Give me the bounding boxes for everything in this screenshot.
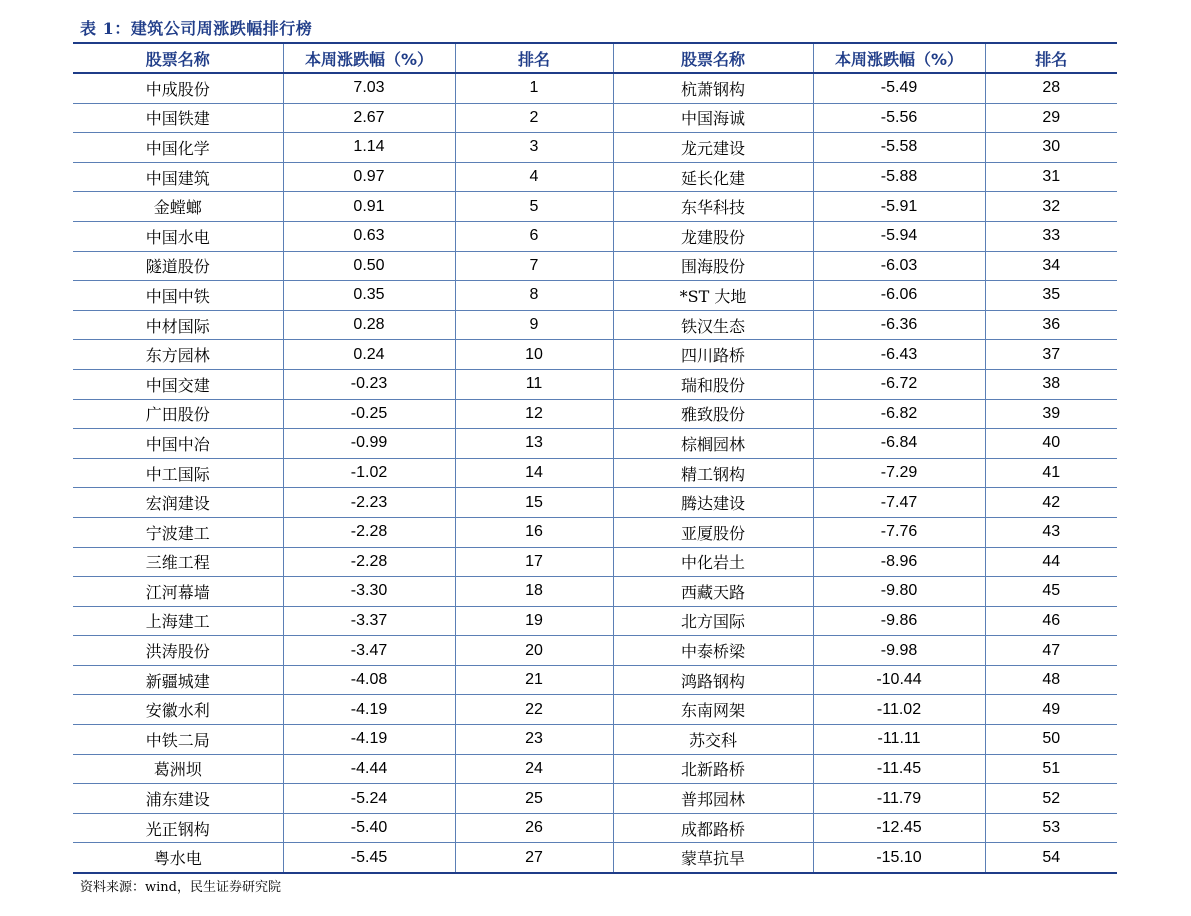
cell-stock-name-left: 宁波建工	[73, 517, 283, 547]
cell-weekly-change-left: 0.91	[283, 192, 455, 222]
cell-rank-right: 47	[985, 636, 1117, 666]
table-row	[73, 251, 1117, 281]
cell-stock-name-right: 中泰桥梁	[613, 636, 813, 666]
cell-weekly-change-left: -2.28	[283, 517, 455, 547]
cell-stock-name-left: 洪涛股份	[73, 636, 283, 666]
cell-rank-left: 16	[455, 517, 613, 547]
cell-stock-name-right: 西藏天路	[613, 577, 813, 607]
table-row	[73, 429, 1117, 459]
cell-weekly-change-left: -5.45	[283, 843, 455, 873]
cell-weekly-change-left: 1.14	[283, 133, 455, 163]
cell-rank-left: 6	[455, 221, 613, 251]
cell-rank-right: 28	[985, 73, 1117, 103]
cell-weekly-change-right: -6.82	[813, 399, 985, 429]
cell-stock-name-right: 东南网架	[613, 695, 813, 725]
cell-weekly-change-left: -4.19	[283, 695, 455, 725]
cell-weekly-change-right: -9.98	[813, 636, 985, 666]
table-row	[73, 310, 1117, 340]
cell-rank-right: 35	[985, 281, 1117, 311]
cell-weekly-change-right: -6.03	[813, 251, 985, 281]
table-row	[73, 843, 1117, 873]
cell-stock-name-right: 东华科技	[613, 192, 813, 222]
table-row	[73, 133, 1117, 163]
cell-weekly-change-left: -4.08	[283, 665, 455, 695]
cell-rank-right: 42	[985, 488, 1117, 518]
cell-rank-left: 23	[455, 725, 613, 755]
cell-rank-left: 1	[455, 73, 613, 103]
cell-rank-right: 41	[985, 458, 1117, 488]
cell-stock-name-left: 中工国际	[73, 458, 283, 488]
cell-rank-left: 2	[455, 103, 613, 133]
cell-rank-left: 25	[455, 784, 613, 814]
cell-stock-name-right: 亚厦股份	[613, 517, 813, 547]
cell-weekly-change-right: -15.10	[813, 843, 985, 873]
table-row	[73, 754, 1117, 784]
cell-rank-left: 9	[455, 310, 613, 340]
header-stock-name-right: 股票名称	[613, 43, 813, 73]
cell-weekly-change-left: -5.40	[283, 813, 455, 843]
cell-rank-right: 37	[985, 340, 1117, 370]
cell-stock-name-right: 精工钢构	[613, 458, 813, 488]
table-row	[73, 517, 1117, 547]
cell-weekly-change-left: -4.44	[283, 754, 455, 784]
header-weekly-change-left: 本周涨跌幅（%）	[283, 43, 455, 73]
cell-stock-name-left: 新疆城建	[73, 665, 283, 695]
cell-rank-left: 18	[455, 577, 613, 607]
cell-rank-right: 29	[985, 103, 1117, 133]
cell-weekly-change-left: -0.99	[283, 429, 455, 459]
cell-stock-name-right: 铁汉生态	[613, 310, 813, 340]
cell-weekly-change-left: -2.23	[283, 488, 455, 518]
cell-rank-left: 4	[455, 162, 613, 192]
cell-weekly-change-left: -4.19	[283, 725, 455, 755]
table-row	[73, 725, 1117, 755]
cell-weekly-change-left: -3.30	[283, 577, 455, 607]
table-row	[73, 636, 1117, 666]
header-rank-right: 排名	[985, 43, 1117, 73]
cell-stock-name-left: 中国交建	[73, 369, 283, 399]
header-weekly-change-right: 本周涨跌幅（%）	[813, 43, 985, 73]
table-row	[73, 73, 1117, 103]
cell-stock-name-right: 腾达建设	[613, 488, 813, 518]
cell-rank-left: 13	[455, 429, 613, 459]
cell-stock-name-left: 宏润建设	[73, 488, 283, 518]
cell-stock-name-left: 葛洲坝	[73, 754, 283, 784]
cell-stock-name-right: 普邦园林	[613, 784, 813, 814]
cell-stock-name-left: 中国中冶	[73, 429, 283, 459]
table-row	[73, 695, 1117, 725]
cell-rank-right: 45	[985, 577, 1117, 607]
cell-stock-name-left: 隧道股份	[73, 251, 283, 281]
table-title: 表 1：建筑公司周涨跌幅排行榜	[80, 19, 313, 38]
cell-rank-left: 26	[455, 813, 613, 843]
cell-rank-left: 11	[455, 369, 613, 399]
cell-stock-name-left: 金螳螂	[73, 192, 283, 222]
table-row	[73, 103, 1117, 133]
cell-stock-name-right: 龙建股份	[613, 221, 813, 251]
cell-rank-right: 50	[985, 725, 1117, 755]
table-row	[73, 399, 1117, 429]
cell-weekly-change-left: -0.25	[283, 399, 455, 429]
cell-weekly-change-right: -11.02	[813, 695, 985, 725]
cell-stock-name-left: 中国铁建	[73, 103, 283, 133]
cell-stock-name-right: 中化岩土	[613, 547, 813, 577]
cell-weekly-change-left: 0.28	[283, 310, 455, 340]
ranking-table	[73, 42, 1117, 874]
cell-weekly-change-left: -1.02	[283, 458, 455, 488]
cell-rank-right: 54	[985, 843, 1117, 873]
cell-rank-right: 30	[985, 133, 1117, 163]
table-row	[73, 281, 1117, 311]
table-row	[73, 340, 1117, 370]
cell-rank-left: 19	[455, 606, 613, 636]
cell-rank-left: 12	[455, 399, 613, 429]
cell-weekly-change-right: -10.44	[813, 665, 985, 695]
cell-rank-right: 46	[985, 606, 1117, 636]
cell-rank-right: 43	[985, 517, 1117, 547]
cell-stock-name-left: 中国建筑	[73, 162, 283, 192]
cell-stock-name-left: 中国化学	[73, 133, 283, 163]
cell-weekly-change-left: 0.50	[283, 251, 455, 281]
cell-stock-name-left: 光正钢构	[73, 813, 283, 843]
cell-rank-right: 52	[985, 784, 1117, 814]
cell-weekly-change-right: -5.49	[813, 73, 985, 103]
cell-weekly-change-right: -11.45	[813, 754, 985, 784]
cell-rank-right: 40	[985, 429, 1117, 459]
cell-weekly-change-right: -9.86	[813, 606, 985, 636]
cell-weekly-change-left: 0.63	[283, 221, 455, 251]
cell-weekly-change-left: -5.24	[283, 784, 455, 814]
table-row	[73, 665, 1117, 695]
table-row	[73, 577, 1117, 607]
table-row	[73, 369, 1117, 399]
cell-stock-name-left: 三维工程	[73, 547, 283, 577]
cell-weekly-change-right: -6.84	[813, 429, 985, 459]
cell-rank-left: 15	[455, 488, 613, 518]
cell-rank-right: 48	[985, 665, 1117, 695]
table-row	[73, 488, 1117, 518]
source-note: 资料来源：wind，民生证券研究院	[80, 880, 281, 895]
cell-rank-right: 39	[985, 399, 1117, 429]
cell-stock-name-right: 延长化建	[613, 162, 813, 192]
table-row	[73, 606, 1117, 636]
table-row	[73, 192, 1117, 222]
table-body	[73, 73, 1117, 873]
cell-stock-name-right: 鸿路钢构	[613, 665, 813, 695]
cell-weekly-change-left: -0.23	[283, 369, 455, 399]
cell-weekly-change-right: -11.79	[813, 784, 985, 814]
cell-weekly-change-right: -7.47	[813, 488, 985, 518]
cell-stock-name-right: 雅致股份	[613, 399, 813, 429]
cell-weekly-change-right: -6.06	[813, 281, 985, 311]
cell-weekly-change-left: 7.03	[283, 73, 455, 103]
table-row	[73, 813, 1117, 843]
cell-stock-name-right: 苏交科	[613, 725, 813, 755]
cell-rank-left: 22	[455, 695, 613, 725]
header-rank-left: 排名	[455, 43, 613, 73]
cell-stock-name-left: 东方园林	[73, 340, 283, 370]
cell-stock-name-left: 粤水电	[73, 843, 283, 873]
table-header-row	[73, 43, 1117, 73]
cell-rank-left: 7	[455, 251, 613, 281]
cell-rank-right: 53	[985, 813, 1117, 843]
cell-stock-name-left: 浦东建设	[73, 784, 283, 814]
cell-weekly-change-right: -5.94	[813, 221, 985, 251]
cell-stock-name-right: 成都路桥	[613, 813, 813, 843]
cell-stock-name-left: 中成股份	[73, 73, 283, 103]
cell-stock-name-right: 杭萧钢构	[613, 73, 813, 103]
cell-weekly-change-right: -6.36	[813, 310, 985, 340]
cell-rank-left: 17	[455, 547, 613, 577]
cell-rank-left: 21	[455, 665, 613, 695]
cell-stock-name-right: 中国海诚	[613, 103, 813, 133]
cell-stock-name-right: 瑞和股份	[613, 369, 813, 399]
cell-weekly-change-right: -8.96	[813, 547, 985, 577]
cell-weekly-change-right: -7.29	[813, 458, 985, 488]
cell-stock-name-left: 江河幕墙	[73, 577, 283, 607]
cell-stock-name-right: 蒙草抗旱	[613, 843, 813, 873]
cell-stock-name-right: *ST 大地	[613, 281, 813, 311]
cell-rank-right: 44	[985, 547, 1117, 577]
cell-weekly-change-right: -7.76	[813, 517, 985, 547]
cell-rank-right: 51	[985, 754, 1117, 784]
cell-weekly-change-left: -2.28	[283, 547, 455, 577]
cell-weekly-change-left: 0.35	[283, 281, 455, 311]
cell-stock-name-right: 北新路桥	[613, 754, 813, 784]
cell-stock-name-right: 龙元建设	[613, 133, 813, 163]
cell-rank-left: 5	[455, 192, 613, 222]
cell-weekly-change-right: -11.11	[813, 725, 985, 755]
cell-weekly-change-right: -9.80	[813, 577, 985, 607]
cell-stock-name-right: 四川路桥	[613, 340, 813, 370]
cell-rank-left: 24	[455, 754, 613, 784]
cell-weekly-change-right: -5.91	[813, 192, 985, 222]
cell-rank-left: 8	[455, 281, 613, 311]
cell-rank-right: 33	[985, 221, 1117, 251]
cell-rank-left: 3	[455, 133, 613, 163]
cell-weekly-change-right: -12.45	[813, 813, 985, 843]
table-row	[73, 547, 1117, 577]
table-row	[73, 458, 1117, 488]
cell-rank-right: 31	[985, 162, 1117, 192]
cell-weekly-change-right: -6.43	[813, 340, 985, 370]
cell-rank-right: 34	[985, 251, 1117, 281]
cell-stock-name-right: 围海股份	[613, 251, 813, 281]
cell-stock-name-left: 上海建工	[73, 606, 283, 636]
cell-weekly-change-right: -5.58	[813, 133, 985, 163]
cell-rank-left: 14	[455, 458, 613, 488]
cell-stock-name-right: 北方国际	[613, 606, 813, 636]
cell-rank-left: 27	[455, 843, 613, 873]
cell-stock-name-left: 中国中铁	[73, 281, 283, 311]
cell-stock-name-left: 中材国际	[73, 310, 283, 340]
cell-rank-right: 49	[985, 695, 1117, 725]
table-row	[73, 221, 1117, 251]
cell-weekly-change-right: -5.88	[813, 162, 985, 192]
header-stock-name-left: 股票名称	[73, 43, 283, 73]
cell-weekly-change-left: 0.24	[283, 340, 455, 370]
cell-rank-right: 32	[985, 192, 1117, 222]
cell-rank-left: 10	[455, 340, 613, 370]
table-row	[73, 162, 1117, 192]
cell-weekly-change-left: -3.37	[283, 606, 455, 636]
cell-stock-name-left: 安徽水利	[73, 695, 283, 725]
table-row	[73, 784, 1117, 814]
cell-rank-left: 20	[455, 636, 613, 666]
cell-weekly-change-right: -6.72	[813, 369, 985, 399]
cell-stock-name-left: 中国水电	[73, 221, 283, 251]
cell-stock-name-left: 广田股份	[73, 399, 283, 429]
cell-weekly-change-left: -3.47	[283, 636, 455, 666]
cell-weekly-change-left: 0.97	[283, 162, 455, 192]
cell-rank-right: 36	[985, 310, 1117, 340]
cell-stock-name-right: 棕榈园林	[613, 429, 813, 459]
cell-weekly-change-left: 2.67	[283, 103, 455, 133]
cell-stock-name-left: 中铁二局	[73, 725, 283, 755]
cell-weekly-change-right: -5.56	[813, 103, 985, 133]
cell-rank-right: 38	[985, 369, 1117, 399]
